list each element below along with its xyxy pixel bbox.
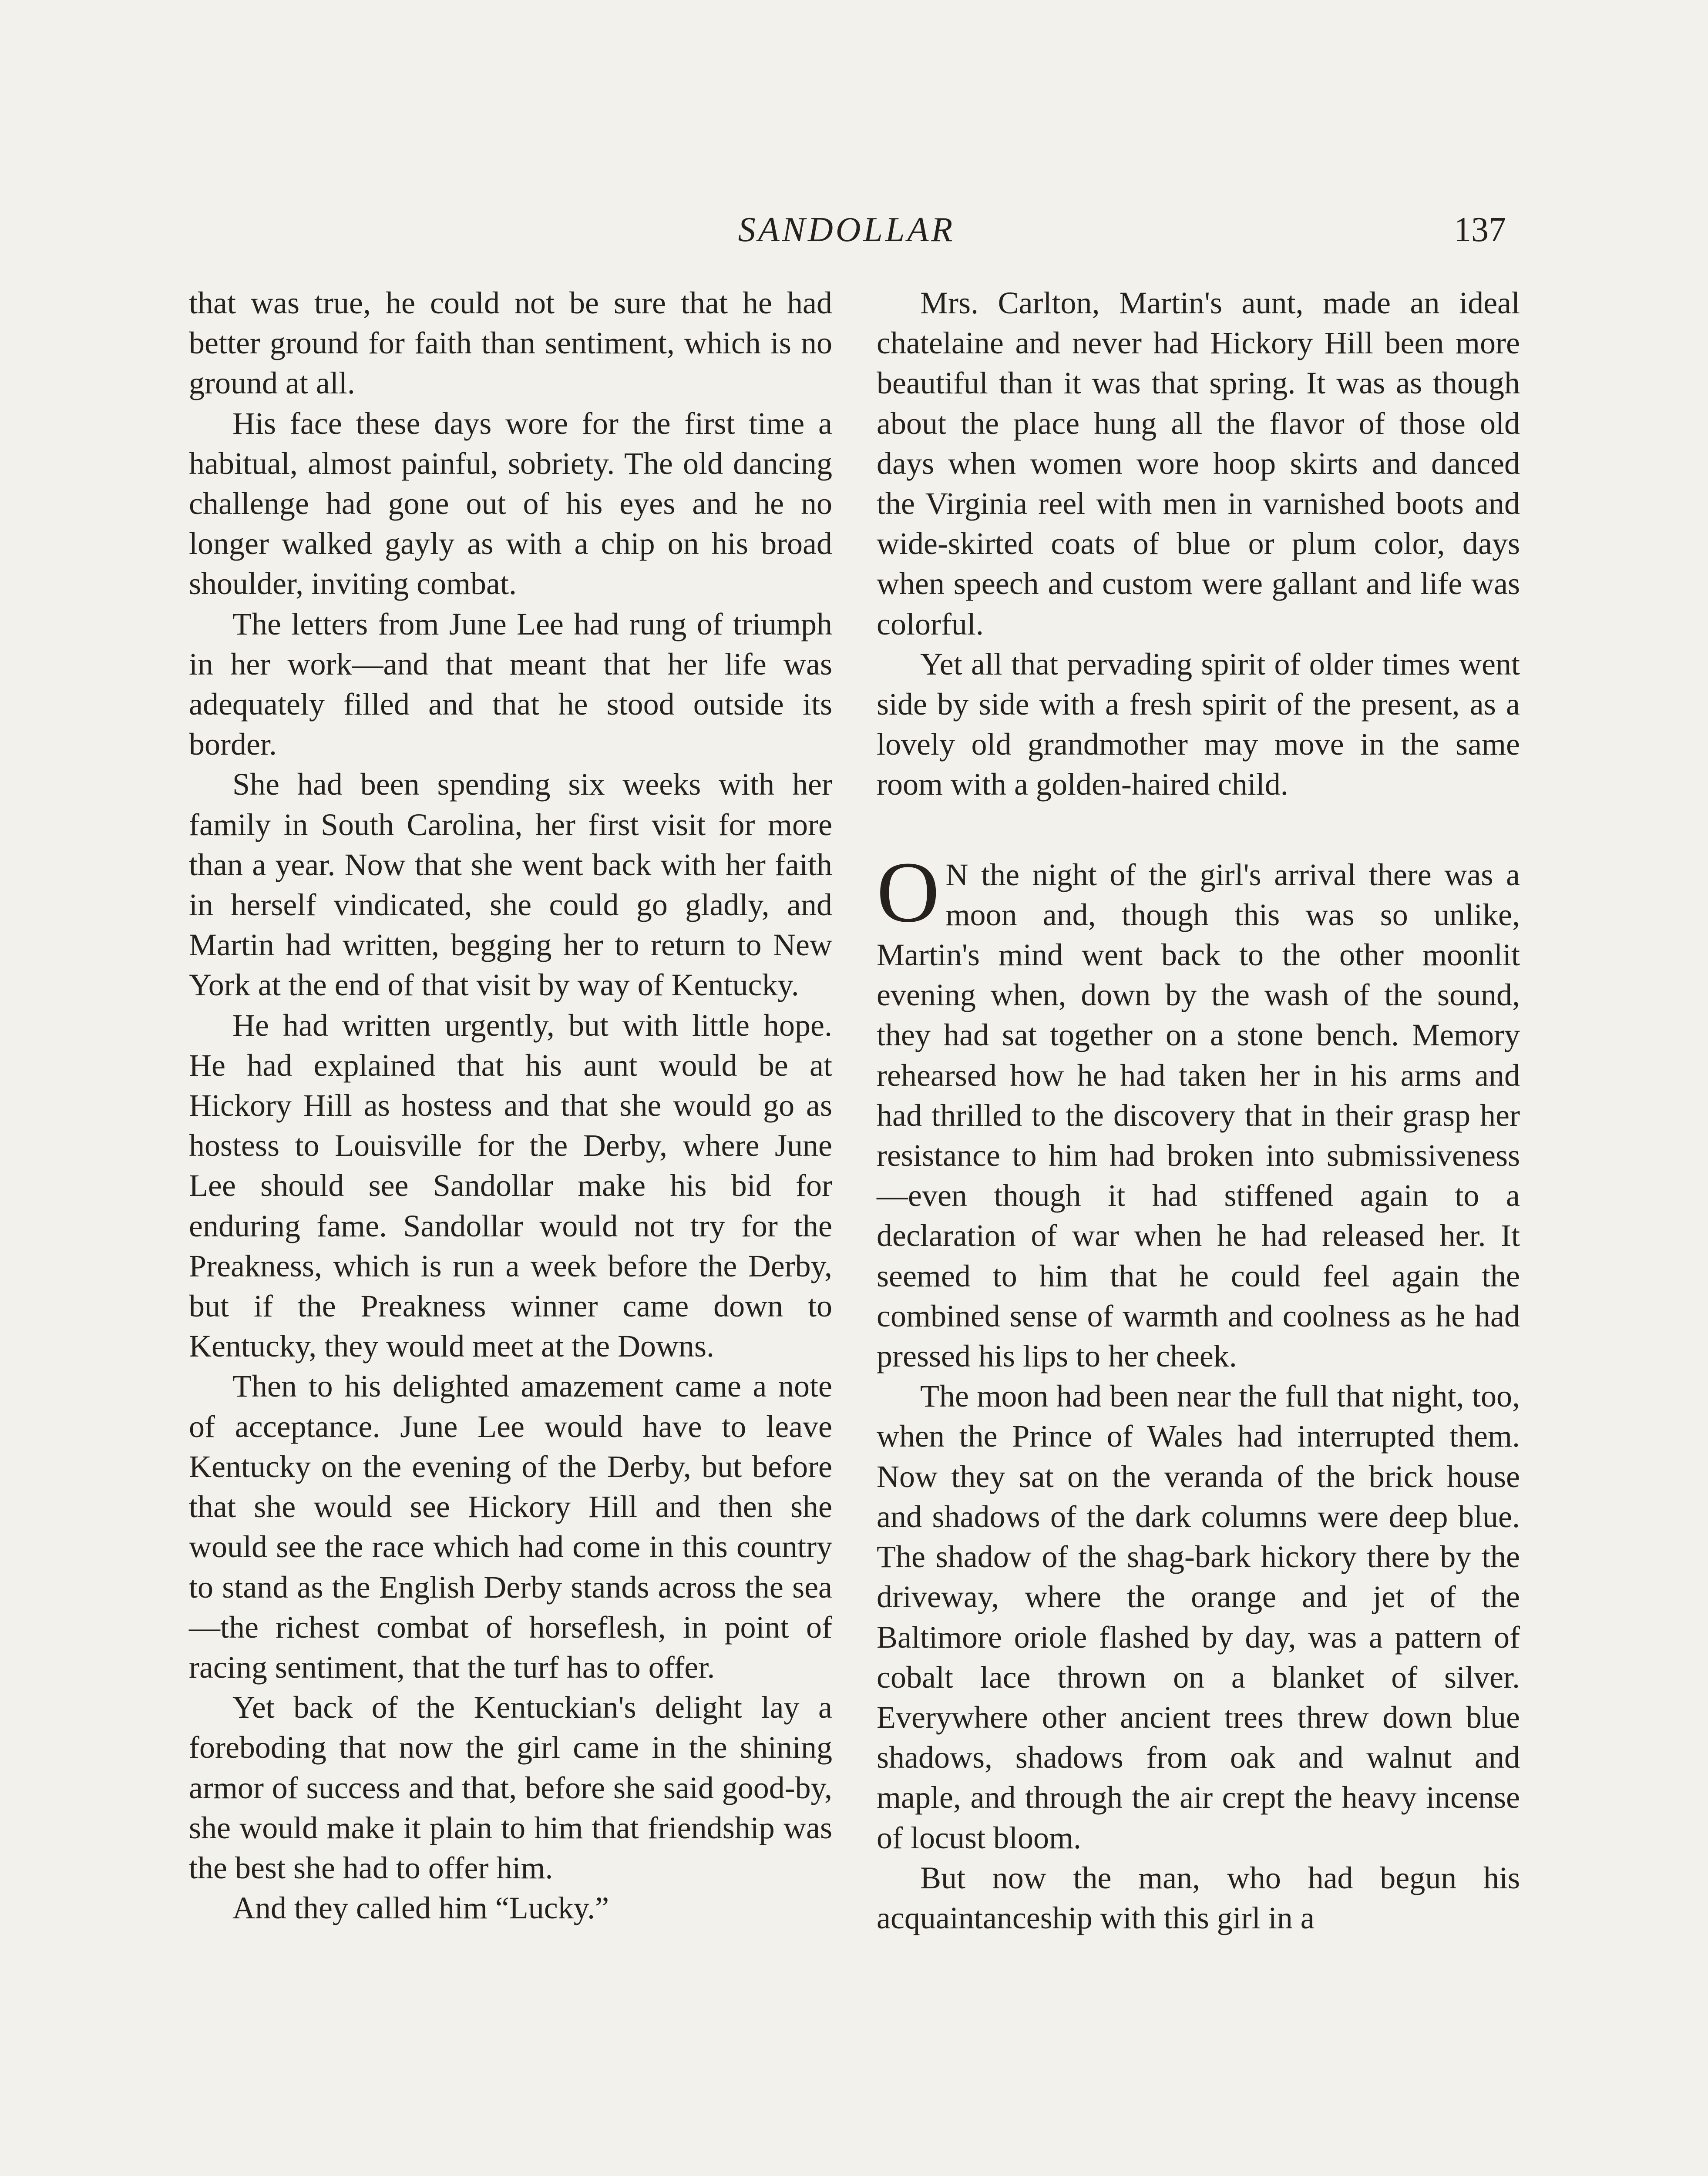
paragraph: Then to his delighted amazement came a note of acceptance. June Lee would have to leave Kentucky on the evening of the Derby, but before that she would see Hickory Hill and then she would see the race which had come in this country to stand as the English Derby stands across the sea—the richest combat of horseflesh, in point of racing sentiment, that the turf has to offer.: [189, 1369, 832, 1685]
paragraph: Yet all that pervading spirit of older times went side by side with a fresh spirit of the present, as a lovely old grandmother may move in the same room with a golden-haired child.: [877, 646, 1520, 802]
dropcap-paragraph: [877, 844, 1520, 1377]
paragraph: He had written urgently, but with little hope. He had explained that his aunt would be at Hickory Hill as hostess and that she would go as hostess to Louisville for the Derby, where June Lee should see Sandollar make his bid for enduring fame. Sandollar would not try for the Preakness, which is run a week before the Derby, but if the Preakness winner came down to Kentucky, they would meet at the Downs.: [189, 1007, 832, 1364]
paragraph: that was true, he could not be sure that he had better ground for faith than sentiment, which is no ground at all.: [189, 285, 832, 401]
paragraph: She had been spending six weeks with her family in South Carolina, her first visit for more than a year. Now that she went back with her faith in herself vindicated, she could go gladly, and Martin had written, begging her to return to New York at the end of that visit by way of Kentucky.: [189, 767, 832, 1003]
paragraph: The letters from June Lee had rung of triumph in her work—and that meant that her life was adequately filled and that he stood outside its border.: [189, 606, 832, 762]
drop-cap: O: [877, 844, 940, 940]
page-number: 137: [1454, 211, 1506, 249]
left-column: [189, 283, 832, 1928]
right-column: [877, 283, 1520, 1938]
page-header: [187, 208, 1506, 256]
paragraph: The moon had been near the full that night, too, when the Prince of Wales had interrupted them. Now they sat on the veranda of the brick house and shadows of the dark columns were deep blue. The shadow of the shag-bark hickory there by the driveway, where the orange and jet of the Baltimore oriole flashed by day, was a pattern of cobalt lace thrown on a blanket of silver. Everywhere other ancient trees threw down blue shadows, shadows from oak and walnut and maple, and through the air crept the heavy incense of locust bloom.: [877, 1379, 1520, 1855]
running-title: SANDOLLAR: [738, 211, 955, 249]
dropcap-paragraph-text: N the night of the girl's arrival there was a moon and, though this was so unlike, Martin's mind went back to the other moonlit evening when, down by the wash of the sound, they had sat together on a stone bench. Memory rehearsed how he had taken her in his arms and had thrilled to the discovery that in their grasp her resistance to him had broken into submissiveness—even though it had stiffened again to a declaration of war when he had released her. It seemed to him that he could feel again the combined sense of warmth and coolness as he had pressed his lips to her cheek.: [877, 857, 1520, 1374]
paragraph: But now the man, who had begun his acquaintanceship with this girl in a: [877, 1860, 1520, 1935]
paragraph: And they called him “Lucky.”: [232, 1891, 609, 1926]
paragraph: His face these days wore for the first time a habitual, almost painful, sobriety. The old dancing challenge had gone out of his eyes and he no longer walked gayly as with a chip on his broad shoulder, inviting combat.: [189, 406, 832, 601]
paragraph: Yet back of the Kentuckian's delight lay a foreboding that now the girl came in the shining armor of success and that, before she said good-by, she would make it plain to him that friendship was the best she had to offer him.: [189, 1690, 832, 1885]
paragraph: Mrs. Carlton, Martin's aunt, made an ideal chatelaine and never had Hickory Hill been more beautiful than it was that spring. It was as though about the place hung all the flavor of those old days when women wore hoop skirts and danced the Virginia reel with men in varnished boots and wide-skirted coats of blue or plum color, days when speech and custom were gallant and life was colorful.: [877, 285, 1520, 641]
